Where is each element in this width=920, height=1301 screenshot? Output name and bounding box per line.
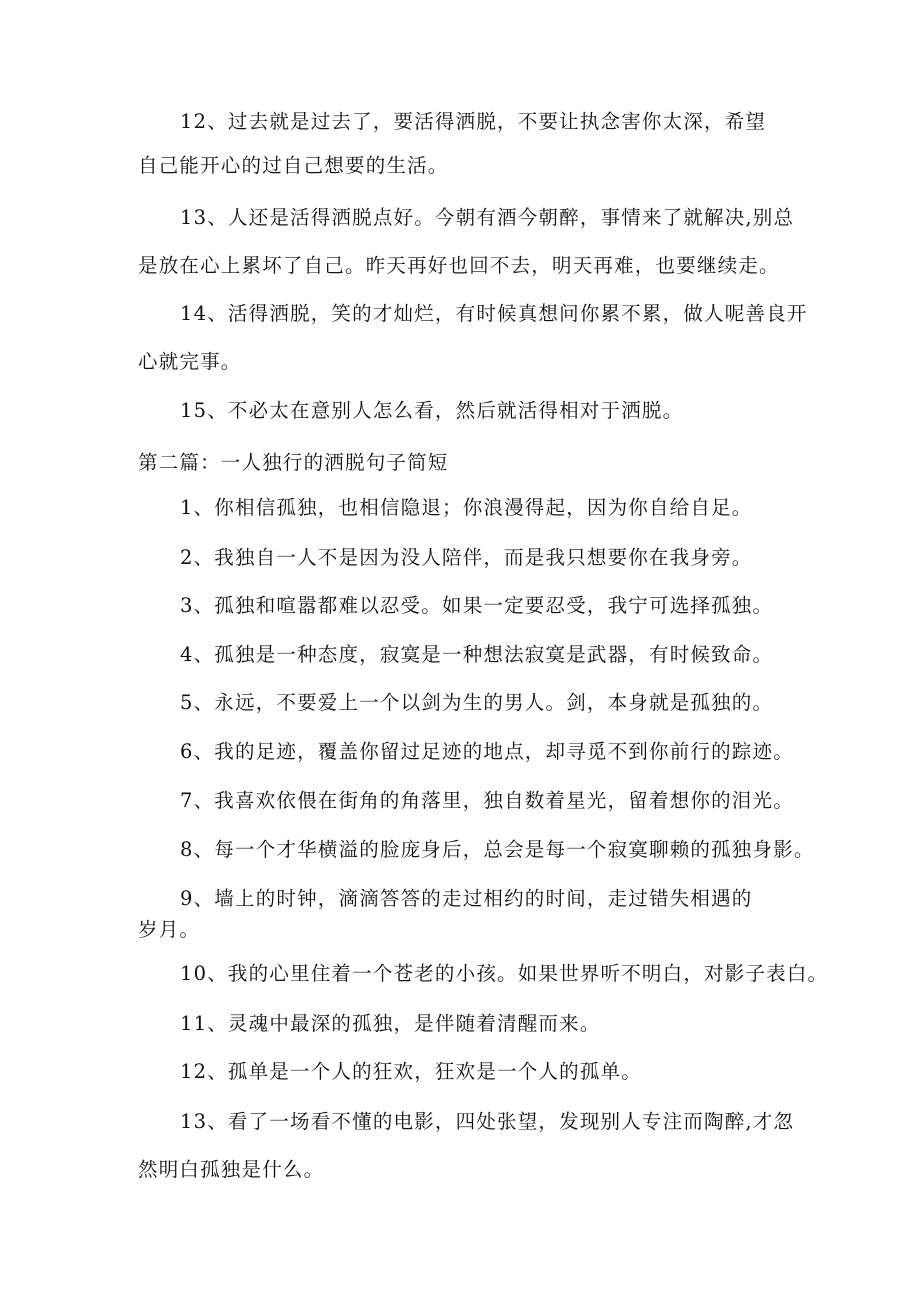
paragraph-line: 10、我的心里住着一个苍老的小孩。如果世界听不明白，对影子表白。 — [180, 962, 829, 985]
paragraph-line: 自己能开心的过自己想要的生活。 — [138, 154, 449, 177]
paragraph-line: 心就完事。 — [138, 350, 242, 373]
paragraph-line: 是放在心上累坏了自己。昨天再好也回不去，明天再难，也要继续走。 — [138, 254, 780, 277]
section-heading: 第二篇：一人独行的洒脱句子简短 — [138, 451, 449, 474]
paragraph-line: 岁月。 — [138, 918, 201, 941]
paragraph-line: 13、人还是活得洒脱点好。今朝有酒今朝醉，事情来了就解决,别总 — [180, 206, 795, 229]
paragraph-line: 12、过去就是过去了，要活得洒脱，不要让执念害你太深，希望 — [180, 110, 767, 133]
paragraph-line: 12、孤单是一个人的狂欢，狂欢是一个人的孤单。 — [180, 1060, 642, 1083]
paragraph-line: 4、孤独是一种态度，寂寞是一种想法寂寞是武器，有时候致命。 — [180, 643, 774, 666]
paragraph-line: 1、你相信孤独，也相信隐退；你浪漫得起，因为你自给自足。 — [180, 496, 753, 519]
paragraph-line: 8、每一个才华横溢的脸庞身后，总会是每一个寂寞聊赖的孤独身影。 — [180, 838, 815, 861]
paragraph-line: 6、我的足迹，覆盖你留过足迹的地点，却寻觅不到你前行的踪迹。 — [180, 740, 794, 763]
paragraph-line: 2、我独自一人不是因为没人陪伴，而是我只想要你在我身旁。 — [180, 546, 753, 569]
paragraph-line: 5、永远，不要爱上一个以剑为生的男人。剑，本身就是孤独的。 — [180, 691, 774, 714]
paragraph-line: 9、墙上的时钟，滴滴答答的走过相约的时间，走过错失相遇的 — [180, 887, 753, 910]
paragraph-line: 13、看了一场看不懂的电影，四处张望，发现别人专注而陶醉,才忽 — [180, 1110, 795, 1133]
paragraph-line: 3、孤独和喧嚣都难以忍受。如果一定要忍受，我宁可选择孤独。 — [180, 594, 774, 617]
paragraph-line: 15、不必太在意别人怎么看，然后就活得相对于洒脱。 — [180, 399, 684, 422]
paragraph-line: 然明白孤独是什么。 — [138, 1158, 325, 1181]
paragraph-line: 11、灵魂中最深的孤独，是伴随着清醒而来。 — [180, 1012, 601, 1035]
paragraph-line: 14、活得洒脱，笑的才灿烂，有时候真想问你累不累，做人呢善良开 — [180, 302, 808, 325]
paragraph-line: 7、我喜欢依偎在街角的角落里，独自数着星光，留着想你的泪光。 — [180, 789, 794, 812]
